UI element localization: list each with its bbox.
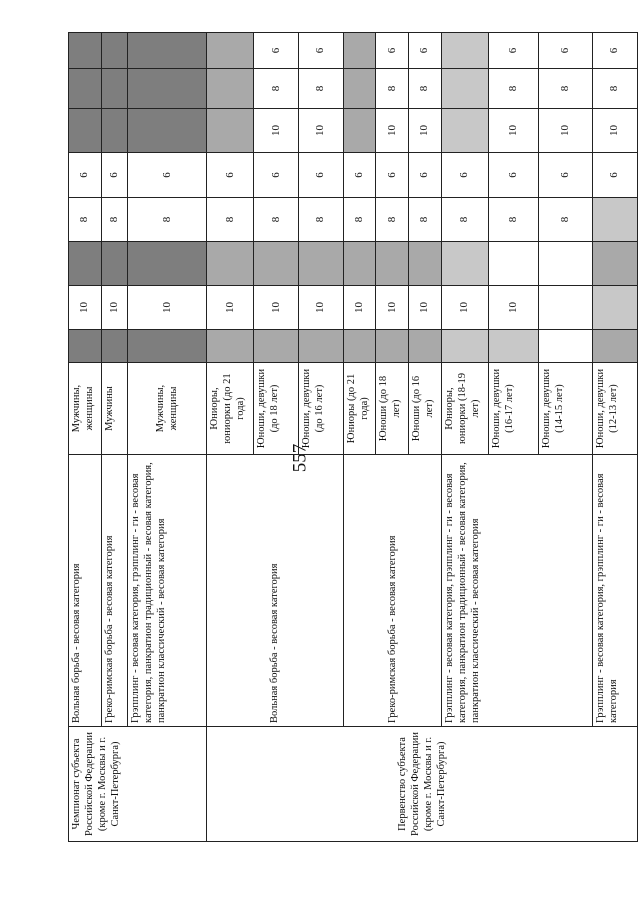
event-title: Чемпионат субъекта Российской Федерации (кроме г. Москвы и г. Санкт-Петербурга): [69, 727, 207, 842]
value-cell: 8: [69, 198, 102, 242]
empty-cell: [343, 242, 376, 286]
value-cell: 6: [101, 153, 128, 198]
group-cell: Юниоры (до 21 года): [343, 363, 376, 455]
value-cell: 10: [299, 109, 344, 153]
empty-cell: [101, 69, 128, 109]
value-cell: 10: [101, 286, 128, 330]
empty-cell: [207, 242, 254, 286]
value-cell: 8: [254, 69, 299, 109]
value-cell: 8: [376, 69, 409, 109]
value-cell: 10: [488, 109, 539, 153]
value-cell: 8: [254, 198, 299, 242]
value-cell: 8: [376, 198, 409, 242]
rotated-table-container: [68, 47, 638, 842]
discipline-cell: Греко-римская борьба - весовая категория: [343, 455, 441, 727]
value-cell: 10: [343, 286, 376, 330]
empty-cell: [592, 286, 637, 330]
value-cell: 10: [592, 109, 637, 153]
value-cell: 6: [343, 153, 376, 198]
value-cell: 6: [488, 153, 539, 198]
value-cell: 6: [539, 33, 593, 69]
empty-cell: [69, 69, 102, 109]
value-cell: 8: [408, 198, 441, 242]
empty-cell: [343, 69, 376, 109]
value-cell: 6: [539, 153, 593, 198]
value-cell: 10: [207, 286, 254, 330]
value-cell: 10: [408, 109, 441, 153]
empty-cell: [207, 330, 254, 363]
value-cell: 6: [408, 153, 441, 198]
value-cell: 6: [299, 153, 344, 198]
value-cell: 10: [376, 286, 409, 330]
value-cell: 8: [488, 69, 539, 109]
value-cell: 8: [488, 198, 539, 242]
empty-cell: [408, 242, 441, 286]
value-cell: 10: [128, 286, 207, 330]
empty-cell: [343, 109, 376, 153]
group-cell: Юноши, девушки (до 18 лет): [254, 363, 299, 455]
competition-table: [68, 32, 638, 842]
value-cell: 10: [69, 286, 102, 330]
value-cell: 8: [539, 198, 593, 242]
table-row: [128, 33, 207, 842]
table-row: [207, 33, 254, 842]
empty-cell: [343, 33, 376, 69]
discipline-cell: Грэпплинг - весовая категория, грэпплинг - ги - весовая категория, панкратион традиционный - весовая категория, панкратион классический - весовая категория: [441, 455, 592, 727]
value-cell: 6: [592, 33, 637, 69]
value-cell: 10: [254, 109, 299, 153]
page-number: 557: [289, 443, 310, 473]
value-cell: 8: [299, 69, 344, 109]
discipline-cell: Греко-римская борьба - весовая категория: [101, 455, 128, 727]
value-cell: 10: [441, 286, 488, 330]
value-cell: 8: [101, 198, 128, 242]
event-title: Первенство субъекта Российской Федерации (кроме г. Москвы и г. Санкт-Петербурга): [207, 727, 638, 842]
empty-cell: [441, 242, 488, 286]
empty-cell: [69, 242, 102, 286]
group-cell: Юноши, девушки (12-13 лет): [592, 363, 637, 455]
empty-cell: [101, 33, 128, 69]
value-cell: 8: [128, 198, 207, 242]
group-cell: Мужчины, женщины: [128, 363, 207, 455]
value-cell: 8: [441, 198, 488, 242]
value-cell: 10: [376, 109, 409, 153]
value-cell: 6: [408, 33, 441, 69]
group-cell: Юноши, девушки (14-15 лет): [539, 363, 593, 455]
empty-cell: [539, 242, 593, 286]
empty-cell: [488, 242, 539, 286]
empty-cell: [441, 330, 488, 363]
group-cell: Мужчины, женщины: [69, 363, 102, 455]
value-cell: 10: [408, 286, 441, 330]
empty-cell: [69, 109, 102, 153]
empty-cell: [488, 330, 539, 363]
empty-cell: [128, 330, 207, 363]
value-cell: 8: [343, 198, 376, 242]
empty-cell: [441, 33, 488, 69]
value-cell: 10: [539, 109, 593, 153]
value-cell: 10: [254, 286, 299, 330]
discipline-cell: Грэпплинг - весовая категория, грэпплинг - ги - весовая категория, панкратион традиционный - весовая категория, панкратион классический - весовая категория: [128, 455, 207, 727]
empty-cell: [69, 330, 102, 363]
empty-cell: [254, 330, 299, 363]
empty-cell: [343, 330, 376, 363]
empty-cell: [101, 242, 128, 286]
group-cell: Юноши, девушки (до 16 лет): [299, 363, 344, 455]
empty-cell: [408, 330, 441, 363]
value-cell: 8: [539, 69, 593, 109]
value-cell: 8: [207, 198, 254, 242]
empty-cell: [299, 242, 344, 286]
discipline-cell: Вольная борьба - весовая категория: [69, 455, 102, 727]
group-cell: Мужчины: [101, 363, 128, 455]
empty-cell: [128, 69, 207, 109]
empty-cell: [128, 33, 207, 69]
value-cell: 8: [592, 69, 637, 109]
value-cell: 6: [254, 33, 299, 69]
table-row: [101, 33, 128, 842]
value-cell: 6: [488, 33, 539, 69]
table-row: [343, 33, 376, 842]
empty-cell: [539, 286, 593, 330]
empty-cell: [128, 242, 207, 286]
value-cell: 8: [299, 198, 344, 242]
empty-cell: [207, 109, 254, 153]
empty-cell: [69, 33, 102, 69]
value-cell: 6: [376, 33, 409, 69]
empty-cell: [592, 242, 637, 286]
table-row: [441, 33, 488, 842]
value-cell: 8: [408, 69, 441, 109]
empty-cell: [441, 109, 488, 153]
empty-cell: [207, 33, 254, 69]
group-cell: Юниоры, юниорки (18-19 лет): [441, 363, 488, 455]
empty-cell: [539, 330, 593, 363]
group-cell: Юноши, девушки (16-17 лет): [488, 363, 539, 455]
empty-cell: [441, 69, 488, 109]
group-cell: Юноши (до 18 лет): [376, 363, 409, 455]
empty-cell: [101, 330, 128, 363]
value-cell: 6: [207, 153, 254, 198]
empty-cell: [101, 109, 128, 153]
empty-cell: [376, 330, 409, 363]
empty-cell: [299, 330, 344, 363]
value-cell: 6: [441, 153, 488, 198]
value-cell: 6: [254, 153, 299, 198]
value-cell: 10: [299, 286, 344, 330]
value-cell: 6: [592, 153, 637, 198]
value-cell: 10: [488, 286, 539, 330]
value-cell: 6: [69, 153, 102, 198]
discipline-cell: Вольная борьба - весовая категория: [207, 455, 344, 727]
value-cell: 6: [128, 153, 207, 198]
group-cell: Юниоры, юниорки (до 21 года): [207, 363, 254, 455]
table-row: [592, 33, 637, 842]
table-row: [69, 33, 102, 842]
empty-cell: [254, 242, 299, 286]
discipline-cell: Грэпплинг - весовая категория, грэпплинг - ги - весовая категория: [592, 455, 637, 727]
empty-cell: [128, 109, 207, 153]
empty-cell: [207, 69, 254, 109]
value-cell: 6: [299, 33, 344, 69]
empty-cell: [592, 330, 637, 363]
empty-cell: [376, 242, 409, 286]
value-cell: 6: [376, 153, 409, 198]
group-cell: Юноши (до 16 лет): [408, 363, 441, 455]
empty-cell: [592, 198, 637, 242]
